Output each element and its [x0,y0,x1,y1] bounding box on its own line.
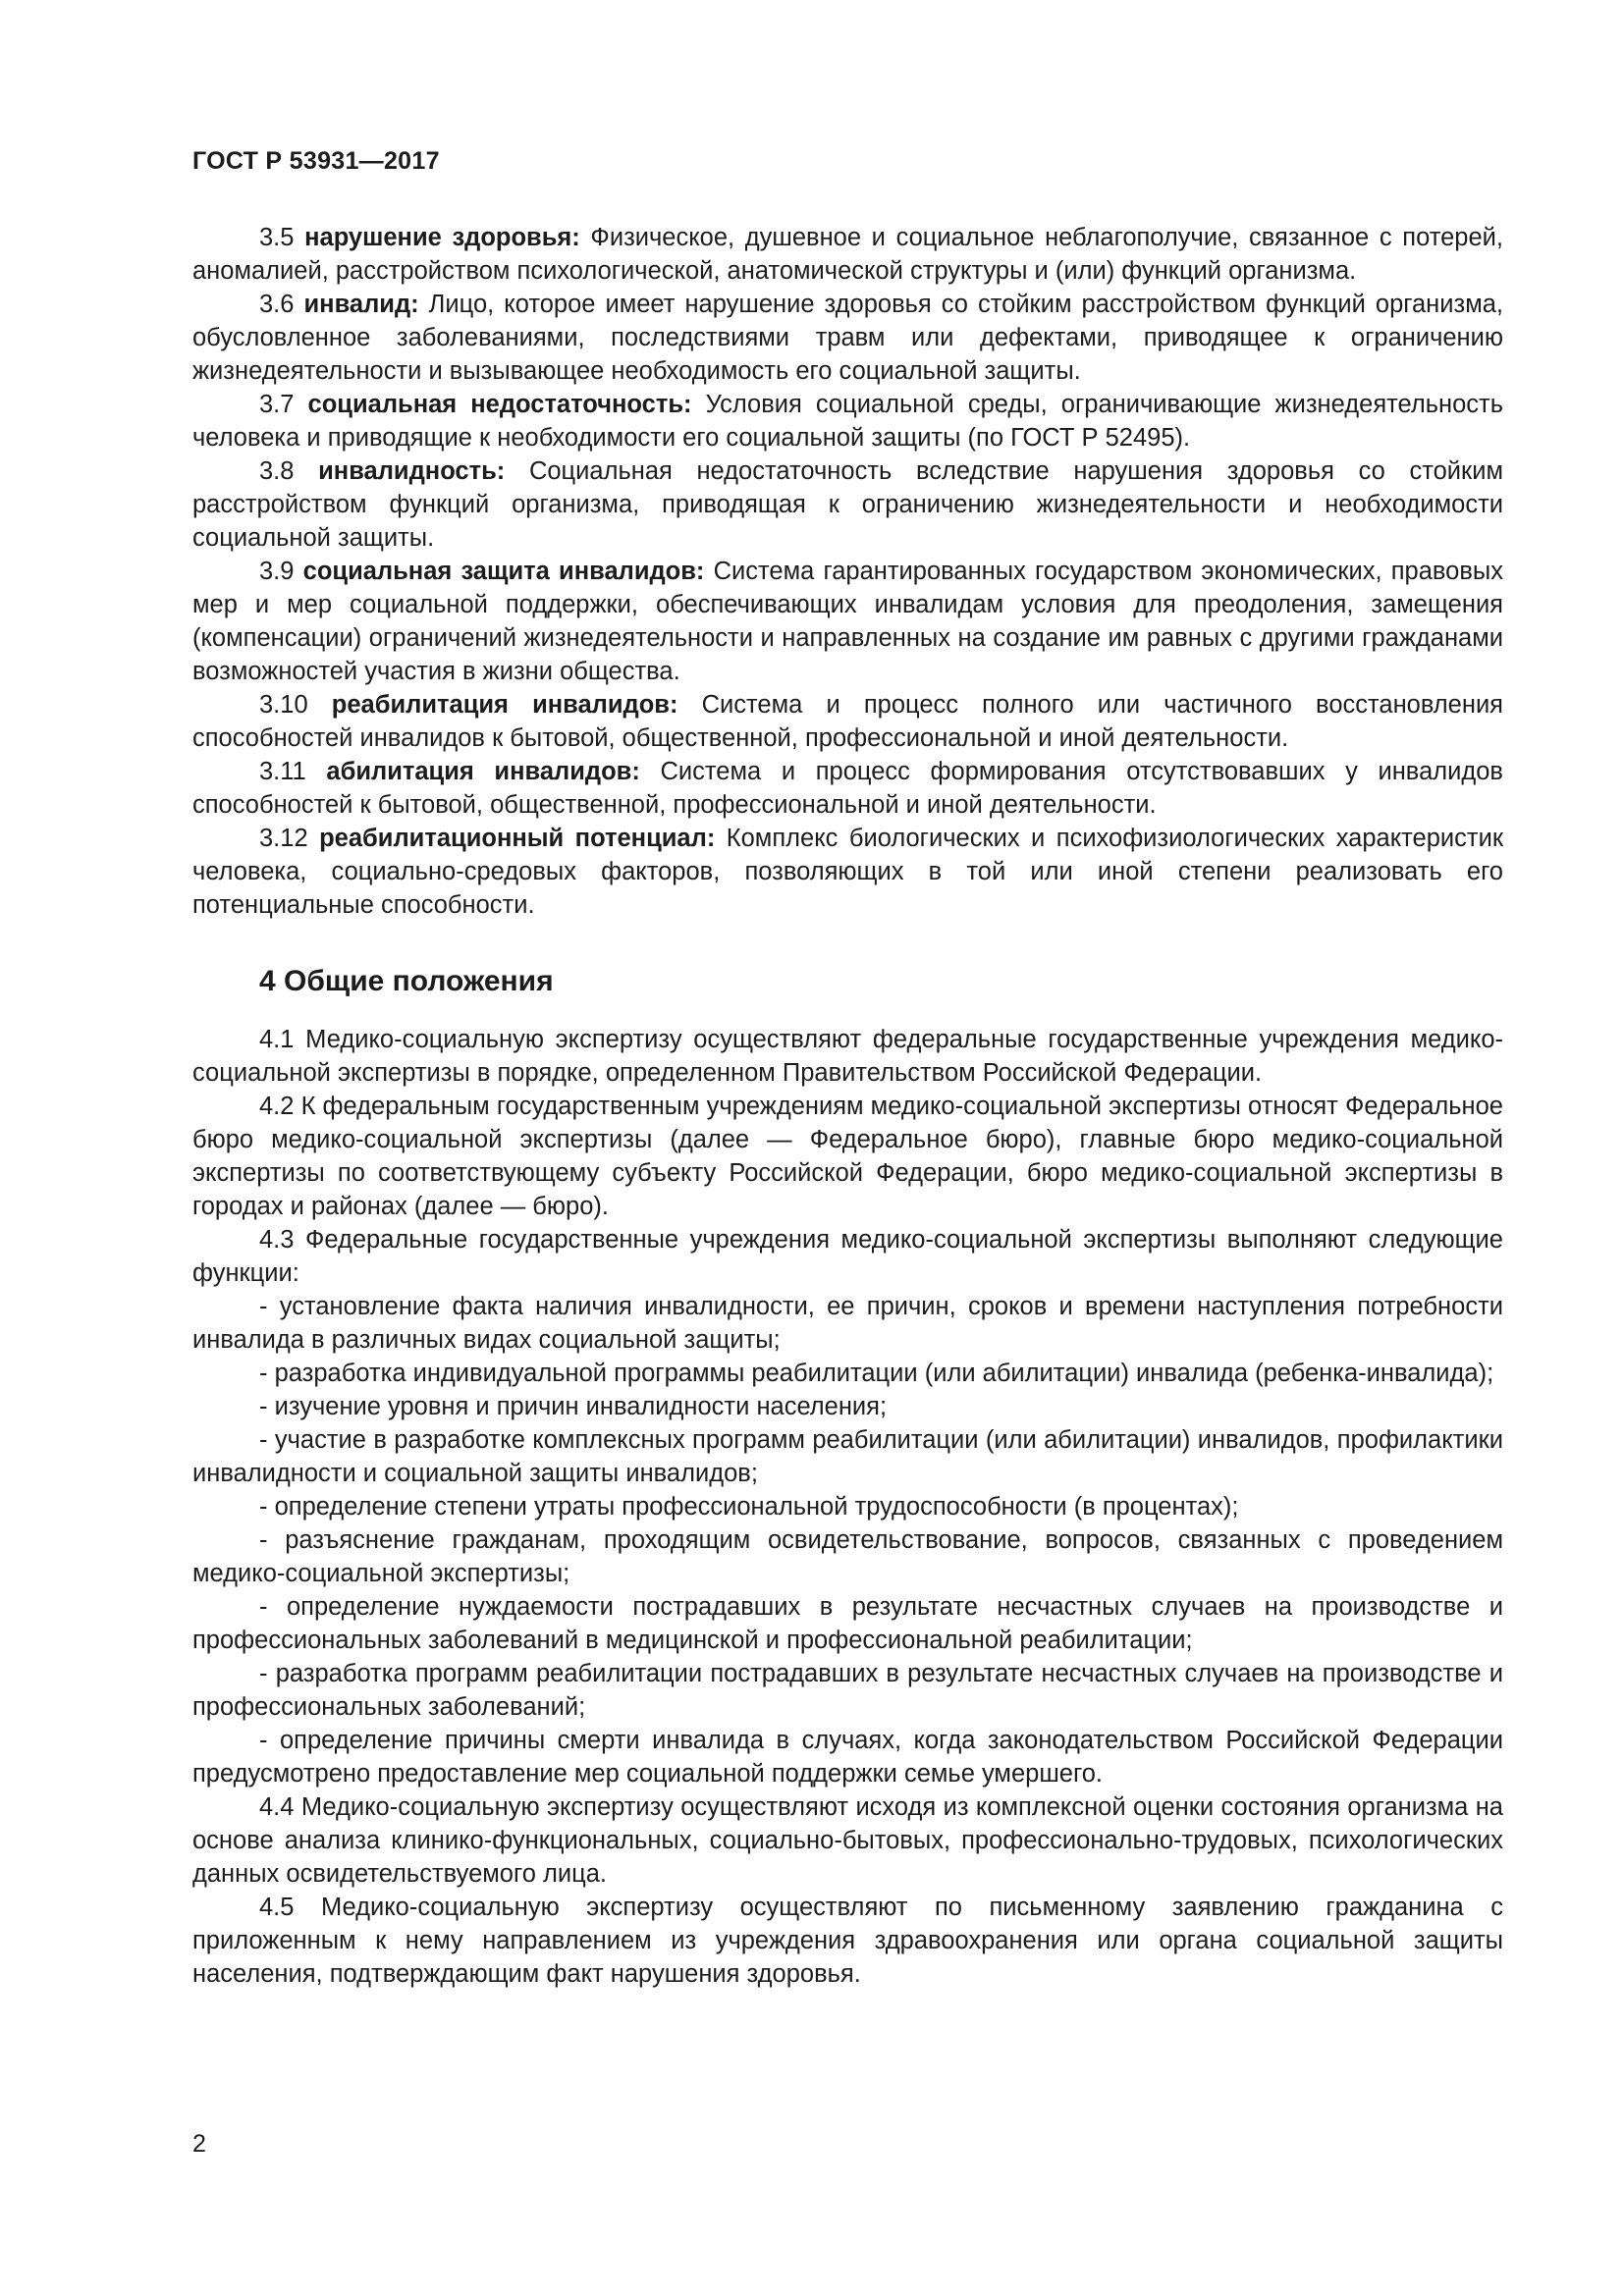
definition-text: Социальная недостаточность вследствие нарушения здоровья со стойким расстройством функций организма, приводящая к ограничению жизнедеятельности и необходимости социальной защиты. [192,457,1503,552]
paragraph-4-5: 4.5 Медико-социальную экспертизу осуществляют по письменному заявлению гражданина с приложенным к нему направлением из учреждения здравоохранения или органа социальной защиты населения, подтверждающим факт нарушения здоровья. [192,1894,1503,1988]
definition-3-5 [192,221,1503,288]
document-code-header: ГОСТ Р 53931—2017 [192,147,440,175]
definition-3-7 [192,388,1503,454]
definition-3-8 [192,454,1503,555]
list-item: - определение причины смерти инвалида в случаях, когда законодательством Российской Федерации предусмотрено предоставление мер социальной поддержки семье умершего. [192,1727,1503,1788]
document-body [192,221,1503,1991]
list-item: - определение нуждаемости пострадавших в результате несчастных случаев на производстве и профессиональных заболеваний в медицинской и профессиональной реабилитации; [192,1593,1503,1654]
definition-number: 3.5 [259,224,295,251]
list-item: - определение степени утраты профессиональной трудоспособности (в процентах); [259,1493,1239,1521]
definition-3-6 [192,288,1503,388]
definition-term: социальная защита инвалидов: [302,558,705,585]
section-spacer [192,922,1503,962]
paragraph-4-2: 4.2 К федеральным государственным учреждениям медико-социальной экспертизы относят Федеральное бюро медико-социальной экспертизы (далее — Федеральное бюро), главные бюро медико-социальной экспертизы по соответствующему субъекту Российской Федерации, бюро медико-социальной экспертизы в городах и районах (далее — бюро). [192,1093,1503,1220]
paragraph-4-1: 4.1 Медико-социальную экспертизу осуществляют федеральные государственные учреждения медико-социальной экспертизы в порядке, определенном Правительством Российской Федерации. [192,1026,1503,1087]
definition-number: 3.6 [259,291,295,318]
definition-term: инвалидность: [318,457,506,485]
definition-text: Условия социальной среды, ограничивающие жизнедеятельность человека и приводящие к необходимости его социальной защиты (по ГОСТ Р 52495). [192,391,1504,452]
definition-term: реабилитационный потенциал: [319,825,716,852]
list-item: - разработка программ реабилитации пострадавших в результате несчастных случаев на производстве и профессиональных заболеваний; [192,1660,1503,1721]
definition-number: 3.8 [259,457,295,485]
definition-number: 3.10 [259,691,308,719]
page-number: 2 [192,2130,206,2158]
definition-text: Система и процесс формирования отсутствовавших у инвалидов способностей к бытовой, общественной, профессиональной и иной деятельности. [192,758,1503,819]
list-item: - разработка индивидуальной программы реабилитации (или абилитации) инвалида (ребенка-инвалида); [259,1360,1494,1387]
definition-term: социальная недостаточность: [307,391,692,418]
definition-term: инвалид: [303,291,419,318]
definition-number: 3.12 [259,825,308,852]
list-item: - участие в разработке комплексных программ реабилитации (или абилитации) инвалидов, профилактики инвалидности и социальной защиты инвалидов; [192,1426,1503,1487]
definition-text: Система гарантированных государством экономических, правовых мер и мер социальной поддержки, обеспечивающих инвалидам условия для преодоления, замещения (компенсации) ограничений жизнедеятельности и направленных на создание им равных с другими гражданами возможностей участия в жизни общества. [192,558,1503,685]
definition-number: 3.11 [259,758,306,785]
list-item: - разъяснение гражданам, проходящим освидетельствование, вопросов, связанных с проведением медико-социальной экспертизы; [192,1526,1503,1587]
definition-term: абилитация инвалидов: [326,758,640,785]
definition-term: реабилитация инвалидов: [331,691,678,719]
list-item: - изучение уровня и причин инвалидности населения; [259,1393,888,1420]
section-title: 4 Общие положения [259,965,554,997]
definition-number: 3.9 [259,558,295,585]
definition-3-9 [192,555,1503,688]
definition-text: Комплекс биологических и психофизиологических характеристик человека, социально-средовых факторов, позволяющих в той или иной степени реализовать его потенциальные способности. [192,825,1503,919]
definition-3-12 [192,822,1503,922]
definition-3-10 [192,688,1503,755]
definition-text: Система и процесс полного или частичного восстановления способностей инвалидов к бытовой, общественной, профессиональной и иной деятельности. [192,691,1503,752]
definition-text: Физическое, душевное и социальное неблагополучие, связанное с потерей, аномалией, расстройством психологической, анатомической структуры и (или) функций организма. [192,224,1503,285]
definition-text: Лицо, которое имеет нарушение здоровья со стойким расстройством функций организма, обусловленное заболеваниями, последствиями травм или дефектами, приводящее к ограничению жизнедеятельности и вызывающее необходимость его социальной защиты. [192,291,1503,385]
definition-term: нарушение здоровья: [304,224,580,251]
definition-3-11 [192,755,1503,822]
paragraph-4-4: 4.4 Медико-социальную экспертизу осуществляют исходя из комплексной оценки состояния организма на основе анализа клинико-функциональных, социально-бытовых, профессионально-трудовых, психологических данных освидетельствуемого лица. [192,1793,1503,1888]
paragraph-4-3: 4.3 Федеральные государственные учреждения медико-социальной экспертизы выполняют следующие функции: [192,1226,1503,1287]
definition-number: 3.7 [259,391,295,418]
functions-list [192,1290,1503,1790]
list-item: - установление факта наличия инвалидности, ее причин, сроков и времени наступления потребности инвалида в различных видах социальной защиты; [192,1293,1503,1354]
